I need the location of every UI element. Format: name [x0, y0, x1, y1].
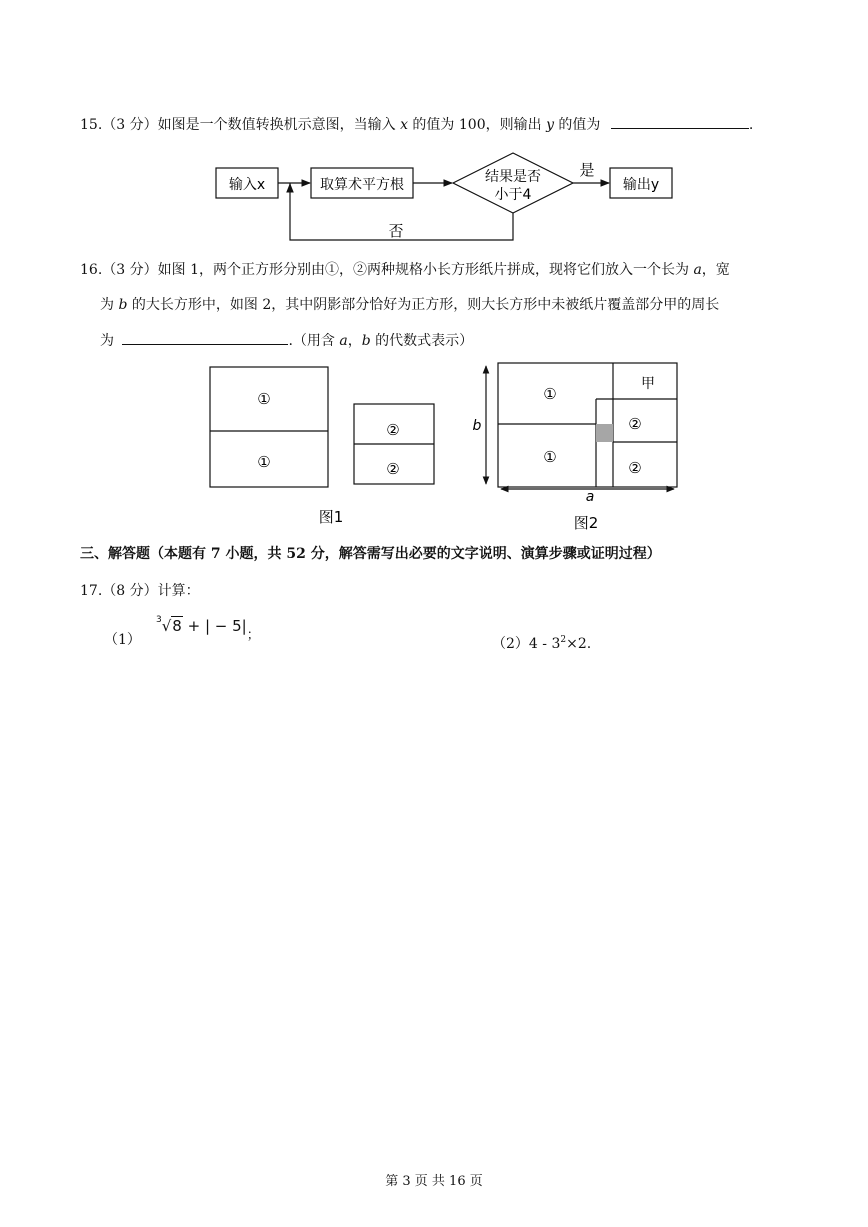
fig1-label-1-bottom: ① — [257, 453, 271, 471]
radicand: 8 — [172, 617, 182, 635]
q17-part2: $(2)4 - 3^2\times 2$. — [492, 635, 592, 652]
fig2-label-2-bottom: ② — [628, 459, 642, 477]
fig2-label-a: a — [585, 489, 595, 505]
q15-text: 15.（3 分）如图是一个数值转换机示意图，当输入 x 的值为 100，则输出 y 的值为 . — [80, 114, 753, 135]
fig1-label-2-bottom: ② — [386, 460, 400, 478]
q16-line3: 为 .（用含 a，b 的代数式表示） — [100, 330, 473, 351]
fig2-label-1-top: ① — [543, 385, 557, 403]
flow-output-label: 输出y — [622, 177, 660, 193]
q15-flowchart — [200, 148, 690, 248]
q17-part1-expression: $^3$√8 + | − 5|； — [156, 615, 260, 643]
q16-figure1 — [205, 362, 445, 532]
flow-sqrt-label: 取算术平方根 — [320, 177, 404, 193]
q16-answer-blank[interactable] — [122, 330, 288, 345]
flow-diamond-line2: 小于4 — [494, 187, 532, 203]
fig2-label-1-bottom: ① — [543, 448, 557, 466]
q16-figure2 — [468, 358, 688, 536]
fig2-caption: 图2 — [573, 514, 599, 532]
page-number: 第 3 页 共 16 页 — [385, 1174, 483, 1189]
fig1-caption: 图1 — [318, 508, 344, 526]
section3-title: 三、解答题（本题有 7 小题，共 52 分，解答需写出必要的文字说明、演算步骤或证明过程） — [80, 546, 661, 562]
flow-no-label: 否 — [388, 222, 404, 240]
flow-input-label: 输入x — [228, 177, 266, 193]
q15-answer-blank[interactable] — [611, 114, 749, 129]
fig2-shaded-square — [596, 424, 613, 442]
flow-yes-label: 是 — [579, 161, 595, 179]
fig2-label-2-top: ② — [628, 415, 642, 433]
q17-title: 17.（8 分）计算： — [80, 583, 200, 599]
q16-line1: 16.（3 分）如图 1，两个正方形分别由①，②两种规格小长方形纸片拼成，现将它们放入一个长为 a，宽 — [80, 262, 730, 278]
fig2-label-b: b — [472, 418, 482, 434]
flow-diamond-line1: 结果是否 — [485, 169, 541, 185]
q16-line2: 为 b 的大长方形中，如图 2，其中阴影部分恰好为正方形，则大长方形中未被纸片覆盖部分甲的周长 — [100, 297, 720, 313]
root-index: 3 — [156, 615, 162, 625]
q17-part1: （1） — [104, 632, 141, 648]
fig2-label-jia: 甲 — [641, 376, 655, 392]
fig1-label-2-top: ② — [386, 421, 400, 439]
radical-icon: √ — [161, 617, 172, 635]
fig1-label-1-top: ① — [257, 390, 271, 408]
